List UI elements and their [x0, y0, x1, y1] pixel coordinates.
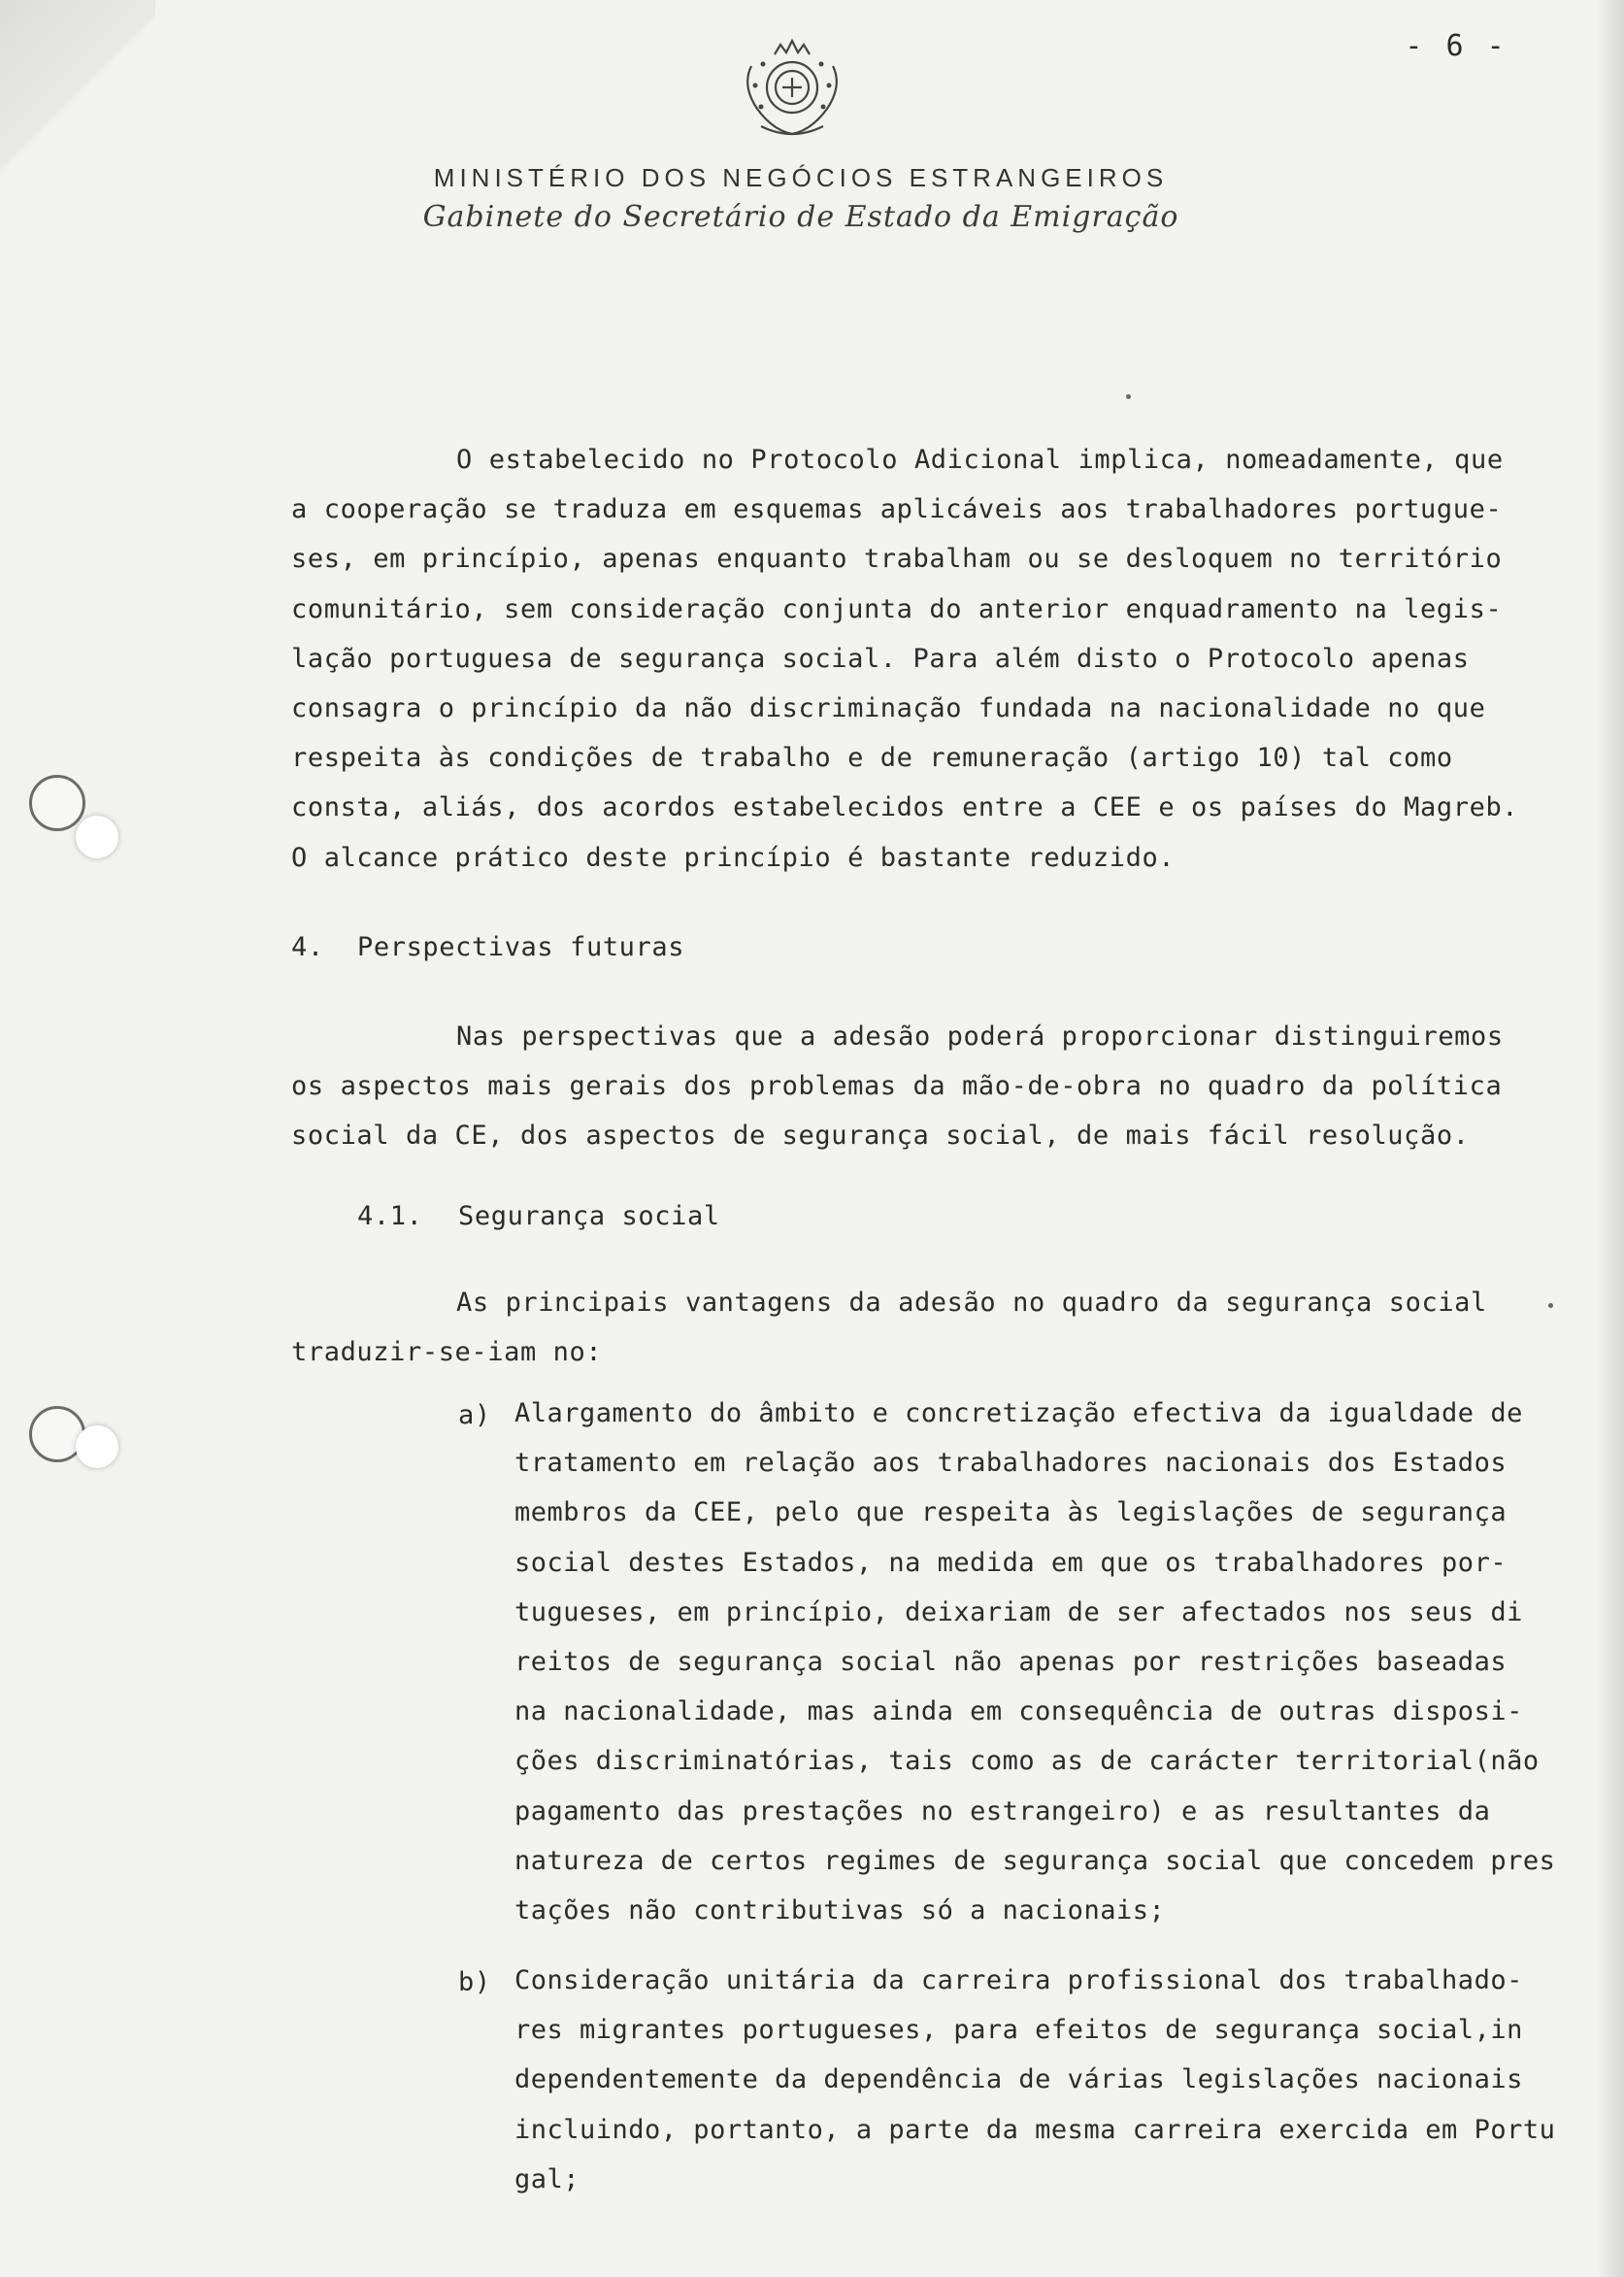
ink-speck: [1126, 394, 1131, 399]
page-number: - 6 -: [1405, 29, 1508, 63]
text-line: Nas perspectivas que a adesão poderá proporcionar distinguiremos: [456, 1021, 1504, 1052]
cabinet-subheader: Gabinete do Secretário de Estado da Emigração: [422, 200, 1179, 234]
text-line: a cooperação se traduza em esquemas aplicáveis aos trabalhadores portugue-: [291, 494, 1503, 525]
text-line: social da CE, dos aspectos de segurança social, de mais fácil resolução.: [291, 1121, 1470, 1152]
list-item-b: [514, 1956, 1556, 2204]
list-item-a: [514, 1389, 1556, 1935]
list-item-label: b): [458, 1967, 491, 1997]
text-line: res migrantes portugueses, para efeitos de segurança social,in: [514, 2015, 1523, 2046]
paragraph-protocol: [291, 435, 1524, 883]
page-fold-shadow: [0, 0, 155, 194]
text-line: O estabelecido no Protocolo Adicional implica, nomeadamente, que: [456, 445, 1504, 475]
paragraph-advantages: [291, 1278, 1524, 1377]
punch-hole-bottom-highlight: [76, 1425, 118, 1468]
text-line: traduzir-se-iam no:: [291, 1337, 603, 1368]
punch-hole-top-highlight: [76, 816, 118, 858]
paragraph-perspectives: [291, 1012, 1524, 1161]
text-line: tratamento em relação aos trabalhadores nacionais dos Estados: [514, 1448, 1508, 1479]
text-line: Alargamento do âmbito e concretização efectiva da igualdade de: [514, 1398, 1523, 1428]
ink-speck: [1548, 1303, 1553, 1308]
text-line: reitos de segurança social não apenas por restrições baseadas: [514, 1647, 1508, 1678]
text-line: comunitário, sem consideração conjunta do anterior enquadramento na legis-: [291, 593, 1503, 624]
subsection-title: Segurança social: [458, 1201, 720, 1231]
text-line: lação portuguesa de segurança social. Para além disto o Protocolo apenas: [291, 643, 1470, 674]
text-line: membros da CEE, pelo que respeita às legislações de segurança: [514, 1497, 1508, 1528]
text-line: natureza de certos regimes de segurança social que concedem pres: [514, 1845, 1556, 1876]
coat-of-arms-seal: [724, 37, 860, 144]
text-line: As principais vantagens da adesão no quadro da segurança social: [456, 1288, 1487, 1318]
text-line: os aspectos mais gerais dos problemas da mão-de-obra no quadro da política: [291, 1071, 1503, 1102]
list-item-label: a): [458, 1400, 491, 1430]
text-line: ções discriminatórias, tais como as de carácter territorial(não: [514, 1746, 1540, 1777]
text-line: ses, em princípio, apenas enquanto trabalham ou se desloquem no território: [291, 544, 1503, 575]
section-number: 4.: [291, 932, 324, 962]
text-line: na nacionalidade, mas ainda em consequência de outras disposi-: [514, 1696, 1523, 1727]
text-line: incluindo, portanto, a parte da mesma carreira exercida em Portu: [514, 2114, 1556, 2145]
text-line: respeita às condições de trabalho e de remuneração (artigo 10) tal como: [291, 743, 1453, 774]
page-edge-shadow: [1597, 0, 1624, 2277]
text-line: consta, aliás, dos acordos estabelecidos entre a CEE e os países do Magreb.: [291, 792, 1519, 823]
section-title: Perspectivas futuras: [357, 932, 685, 962]
text-line: social destes Estados, na medida em que os trabalhadores por-: [514, 1547, 1508, 1578]
text-line: dependentemente da dependência de várias legislações nacionais: [514, 2064, 1523, 2095]
punch-hole-top: [29, 775, 85, 831]
text-line: pagamento das prestações no estrangeiro) e as resultantes da: [514, 1795, 1491, 1826]
text-line: gal;: [514, 2163, 580, 2194]
text-line: tações não contributivas só a nacionais;: [514, 1895, 1166, 1926]
text-line: consagra o princípio da não discriminação fundada na nacionalidade no que: [291, 693, 1486, 724]
subsection-number: 4.1.: [357, 1201, 423, 1231]
ministry-header: MINISTÉRIO DOS NEGÓCIOS ESTRANGEIROS: [433, 163, 1169, 192]
text-line: tugueses, em princípio, deixariam de ser afectados nos seus di: [514, 1596, 1523, 1627]
text-line: Consideração unitária da carreira profissional dos trabalhado-: [514, 1965, 1523, 1995]
text-line: O alcance prático deste princípio é bastante reduzido.: [291, 842, 1176, 873]
